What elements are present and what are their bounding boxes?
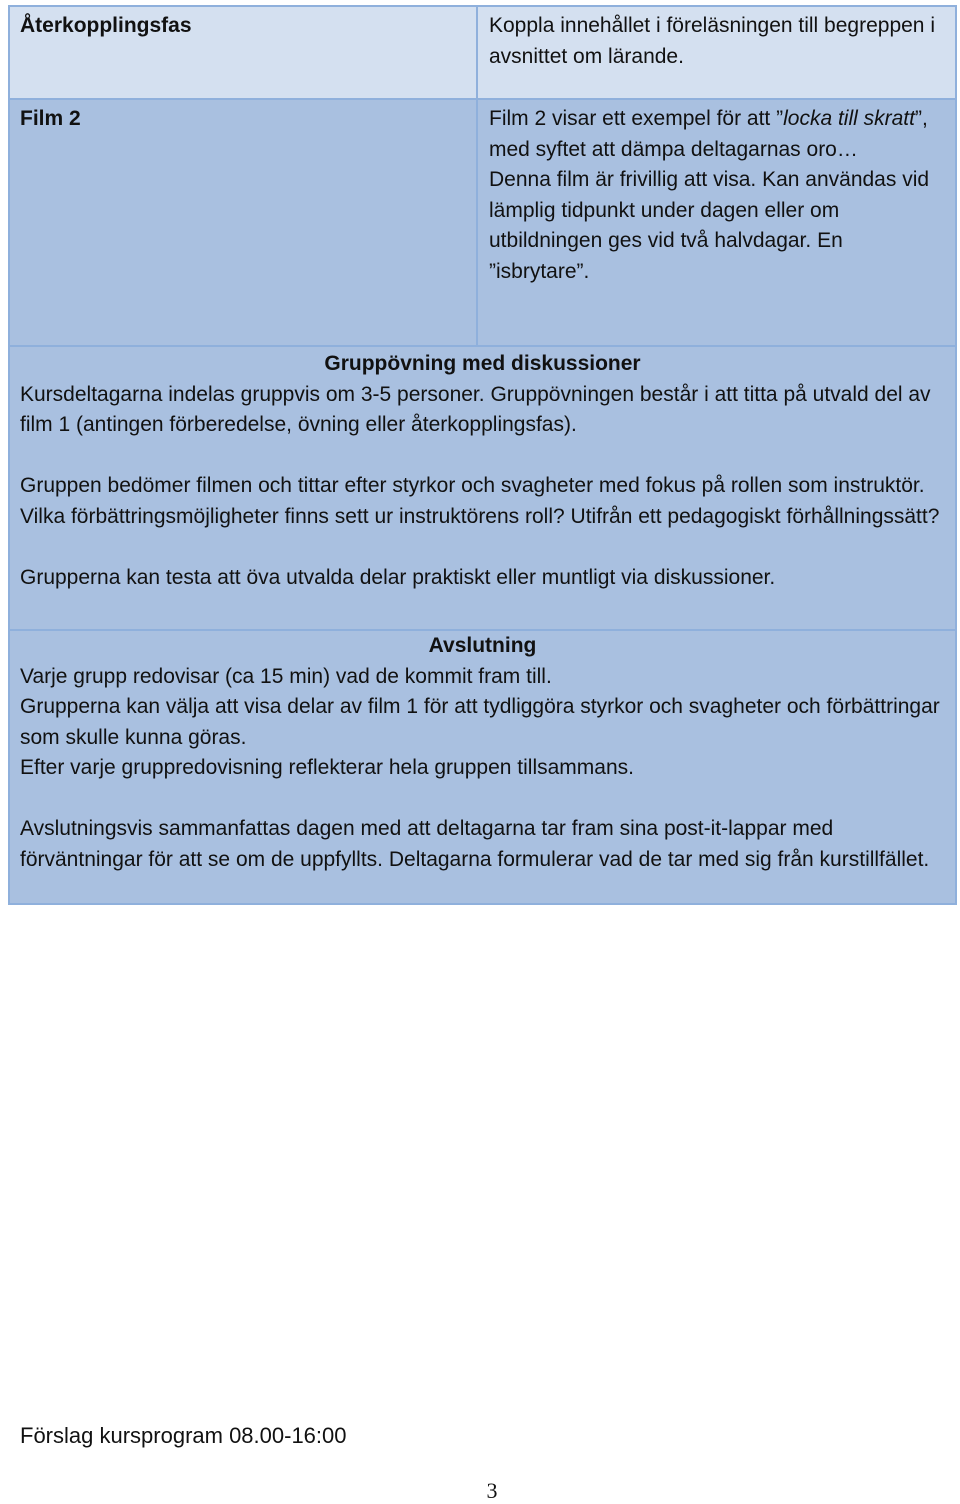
- section-title: Gruppövning med diskussioner: [324, 352, 641, 375]
- table-row-feedback: [10, 7, 955, 100]
- closing-section: [10, 631, 955, 903]
- course-table: [8, 5, 957, 905]
- group-exercise-section: [10, 347, 955, 629]
- table-row-film-2: [10, 100, 955, 347]
- row-text: [478, 100, 955, 345]
- paragraph: Varje grupp redovisar (ca 15 min) vad de kommit fram till.: [20, 664, 552, 688]
- paragraph: Grupperna kan testa att öva utvalda delar praktiskt eller muntligt via diskussioner.: [20, 565, 776, 589]
- page-number: 3: [486, 1478, 498, 1503]
- paragraph: Avslutningsvis sammanfattas dagen med att deltagarna tar fram sina post-it-lappar med förväntningar för att se om de uppfyllts. Deltagarna formulerar vad de tar med sig från kurstillfället.: [20, 817, 930, 871]
- italic-phrase: locka till skratt: [783, 107, 915, 130]
- row-text: Koppla innehållet i föreläsningen till begreppen i avsnittet om lärande.: [489, 14, 935, 68]
- section-title: Avslutning: [428, 634, 537, 657]
- paragraph: Grupperna kan välja att visa delar av film 1 för att tydliggöra styrkor och svagheter och förbättringar som skulle kunna göras.: [20, 695, 940, 749]
- film2-description: [489, 104, 945, 165]
- text-part: ”, med syftet att dämpa deltagarnas oro…: [489, 107, 928, 161]
- paragraph: Gruppen bedömer filmen och tittar efter styrkor och svagheter med fokus på rollen som instruktör. Vilka förbättringsmöjligheter finns sett ur instruktörens roll? Utifrån ett pedagogiskt förhållningssätt?: [20, 474, 940, 528]
- row-label: Återkopplingsfas: [10, 7, 478, 98]
- paragraph: Efter varje gruppredovisning reflekterar hela gruppen tillsammans.: [20, 756, 634, 779]
- table-row-group-exercise: [10, 347, 955, 631]
- table-row-closing: [10, 631, 955, 903]
- row-label: Film 2: [10, 100, 478, 345]
- film2-note: Denna film är frivillig att visa. Kan användas vid lämplig tidpunkt under dagen eller om utbildningen ges vid två halvdagar. En ”isbrytare”.: [489, 168, 930, 283]
- footer-text: Förslag kursprogram 08.00-16:00: [20, 1423, 347, 1448]
- text-part: Film 2 visar ett exempel för att ”: [489, 107, 784, 130]
- paragraph: Kursdeltagarna indelas gruppvis om 3-5 personer. Gruppövningen består i att titta på utvald del av film 1 (antingen förberedelse, övning eller återkopplingsfas).: [20, 382, 931, 436]
